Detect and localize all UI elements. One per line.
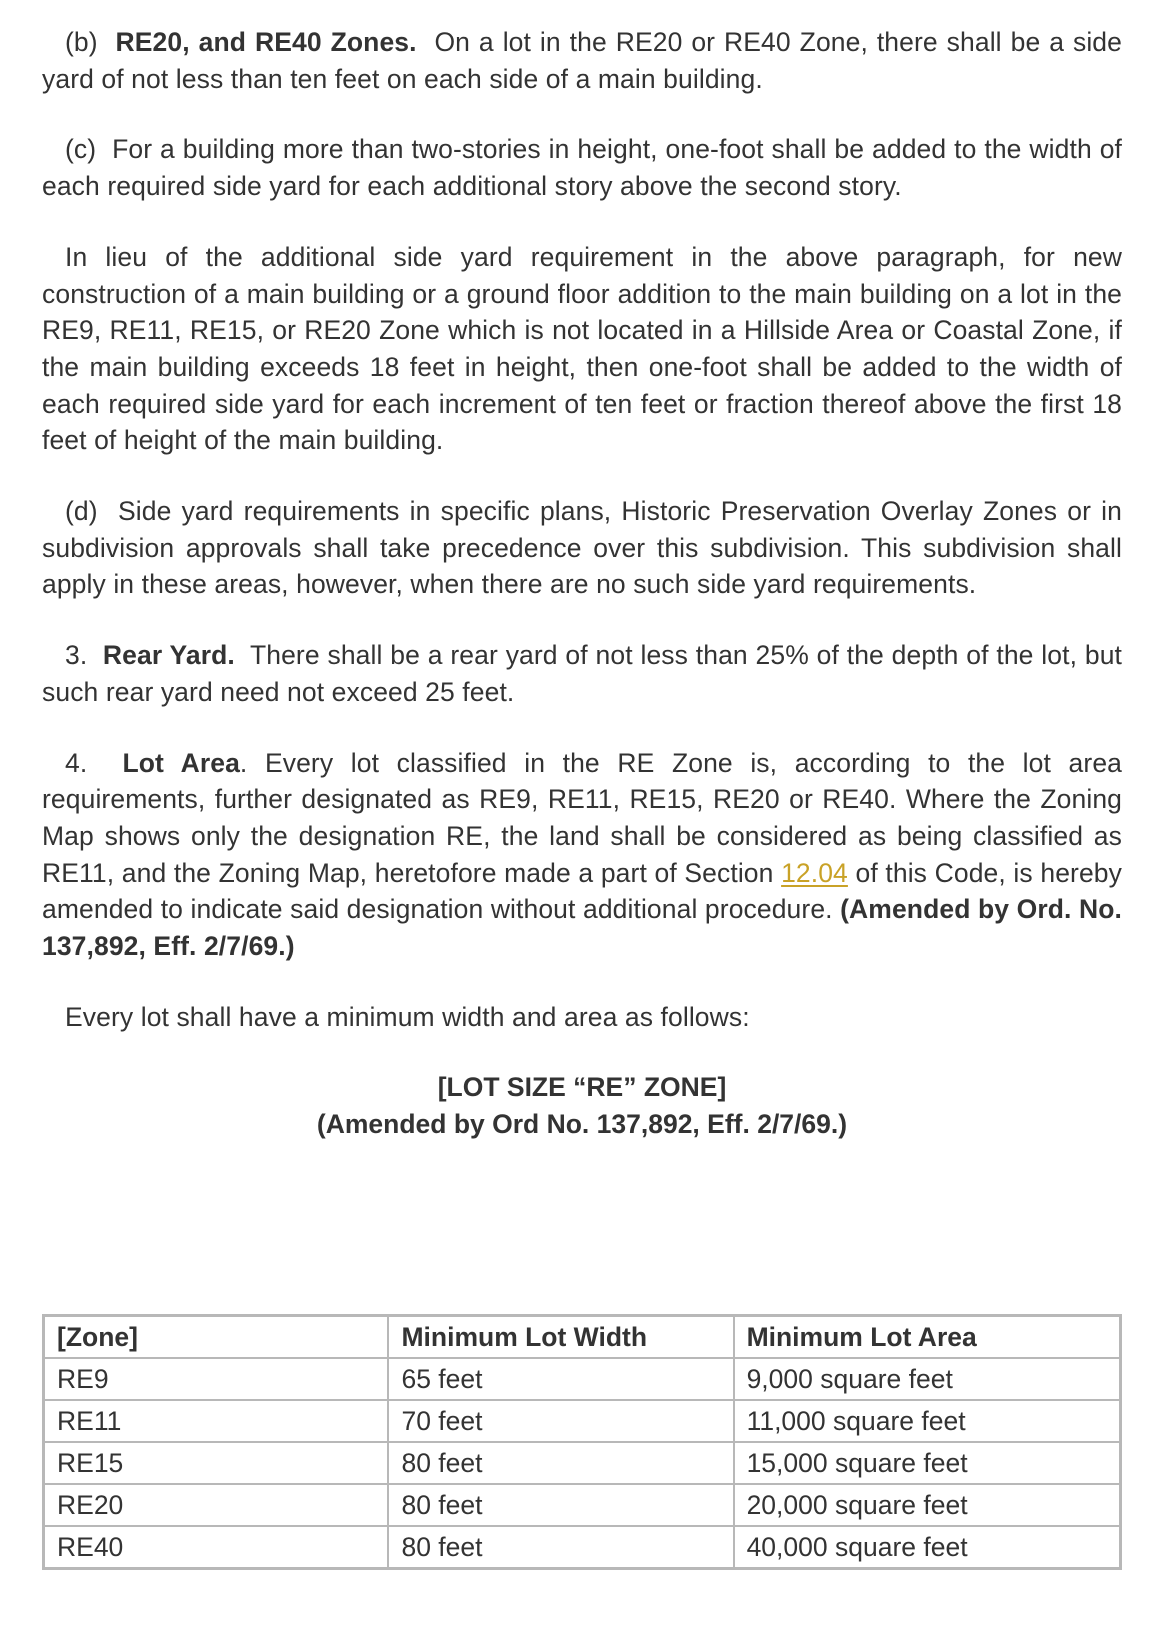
header-min-lot-area: Minimum Lot Area [734, 1316, 1121, 1359]
lot-size-table [42, 1314, 1122, 1570]
paragraph-rear-yard [42, 637, 1122, 710]
paragraph-number: 4. [65, 747, 88, 778]
table-row [44, 1526, 1121, 1569]
paragraph-text: For a building more than two-stories in height, one-foot shall be added to the width of each required side yard for each additional story above the second story. [42, 134, 1123, 202]
paragraph-b [42, 24, 1122, 97]
cell-width: 80 feet [388, 1442, 733, 1484]
paragraph-text: Every lot shall have a minimum width and area as follows: [65, 1001, 750, 1032]
cell-width: 70 feet [388, 1400, 733, 1442]
cell-width: 80 feet [388, 1484, 733, 1526]
paragraph-text: . Every lot classified in the RE Zone is, according to the lot area requirements, further designated as RE9, RE11, RE15, RE20 or RE40. Where the Zoning Map shows only the designation RE, the land shall be considered as being classified as RE11, and the Zoning Map, heretofore made a part of Section [42, 747, 1122, 888]
table-row [44, 1358, 1121, 1400]
section-link[interactable]: 12.04 [781, 857, 848, 888]
cell-zone: RE40 [44, 1526, 389, 1569]
paragraph-title: Rear Yard. [102, 640, 235, 671]
cell-area: 20,000 square feet [734, 1484, 1121, 1526]
cell-zone: RE11 [44, 1400, 389, 1442]
paragraph-text: Side yard requirements in specific plans, Historic Preservation Overlay Zones or in subdivision approvals shall take precedence over this subdivision. This subdivision shall apply in these areas, however, when there are no such side yard requirements. [42, 496, 1122, 600]
table-title: [LOT SIZE “RE” ZONE] [437, 1072, 727, 1103]
table-header-row [44, 1316, 1121, 1359]
paragraph-number: (d) [65, 496, 98, 527]
cell-width: 80 feet [388, 1526, 733, 1569]
header-min-lot-width: Minimum Lot Width [388, 1316, 733, 1359]
paragraph-number: (c) [65, 134, 97, 165]
paragraph-every-lot [42, 999, 1122, 1036]
amendment-note: (Amended by Ord. No. 137,892, Eff. 2/7/69.) [42, 894, 1122, 962]
paragraph-d [42, 493, 1122, 603]
paragraph-title: RE20, and RE40 Zones. [115, 27, 417, 57]
cell-area: 15,000 square feet [734, 1442, 1121, 1484]
paragraph-text: On a lot in the RE20 or RE40 Zone, there shall be a side yard of not less than ten feet on each side of a main building. [42, 27, 1122, 94]
paragraph-text: In lieu of the additional side yard requirement in the above paragraph, for new construction of a main building or a ground floor addition to the main building on a lot in the RE9, RE11, RE15, or RE20 Zone which is not located in a Hillside Area or Coastal Zone, if the main building exceeds 18 feet in height, then one-foot shall be added to the width of each required side yard for each increment of ten feet or fraction thereof above the first 18 feet of height of the main building. [42, 241, 1122, 456]
table-row [44, 1442, 1121, 1484]
table-row [44, 1400, 1121, 1442]
paragraph-number: (b) [65, 27, 98, 57]
paragraph-text-continued: of this Code, is hereby amended to indicate said designation without additional procedure. [42, 857, 1122, 925]
document-body [42, 24, 1122, 1143]
paragraph-text: There shall be a rear yard of not less than 25% of the depth of the lot, but such rear yard need not exceed 25 feet. [42, 640, 1122, 707]
cell-zone: RE9 [44, 1358, 389, 1400]
table-amendment: (Amended by Ord No. 137,892, Eff. 2/7/69.) [316, 1109, 848, 1140]
paragraph-number: 3. [65, 640, 88, 671]
cell-width: 65 feet [388, 1358, 733, 1400]
cell-zone: RE15 [44, 1442, 389, 1484]
cell-area: 40,000 square feet [734, 1526, 1121, 1569]
table-row [44, 1484, 1121, 1526]
paragraph-in-lieu [42, 239, 1122, 459]
header-zone: [Zone] [44, 1316, 389, 1359]
paragraph-title: Lot Area [122, 747, 240, 778]
cell-zone: RE20 [44, 1484, 389, 1526]
cell-area: 9,000 square feet [734, 1358, 1121, 1400]
paragraph-lot-area [42, 745, 1122, 965]
cell-area: 11,000 square feet [734, 1400, 1121, 1442]
paragraph-c [42, 131, 1122, 204]
